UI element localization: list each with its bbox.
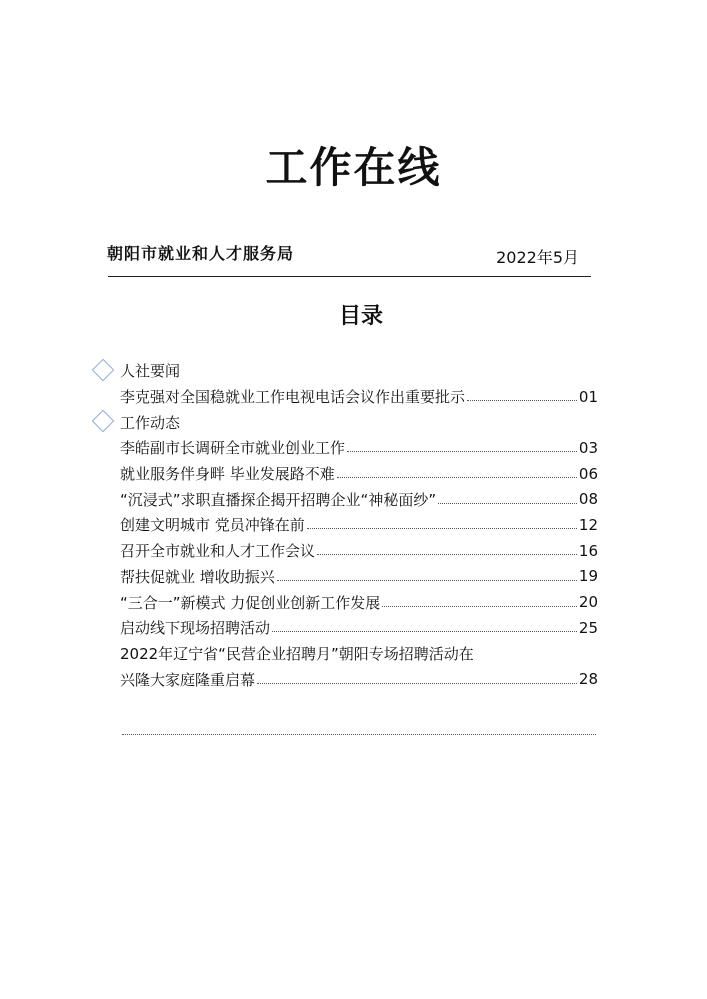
dot-leader: [122, 734, 596, 735]
toc-entry-page: 28: [578, 670, 598, 689]
toc-entry-page: 01: [578, 387, 598, 406]
dot-leader: [307, 528, 577, 529]
table-of-contents: [120, 358, 598, 743]
toc-section-label: 工作动态: [120, 413, 181, 432]
toc-entry[interactable]: [120, 538, 598, 564]
toc-entry-title: 召开全市就业和人才工作会议: [120, 542, 316, 561]
toc-entry-line1[interactable]: [120, 692, 598, 718]
toc-entry[interactable]: [120, 486, 598, 512]
toc-entry[interactable]: [120, 435, 598, 461]
toc-entry-title: 创建文明城市 党员冲锋在前: [120, 516, 305, 535]
toc-entry[interactable]: [120, 512, 598, 538]
dot-leader: [347, 451, 577, 452]
issue-date: 2022年5月: [496, 248, 579, 267]
toc-entry-page: 08: [578, 490, 598, 509]
toc-entry-title-line1: 2022年辽宁省“民营企业招聘月”朝阳专场招聘活动在: [120, 644, 474, 663]
toc-entry-title: 启动线下现场招聘活动: [120, 619, 271, 638]
toc-section-label: 人社要闻: [120, 362, 181, 381]
toc-entry[interactable]: [120, 564, 598, 590]
toc-entry[interactable]: [120, 384, 598, 410]
toc-entry-page: 06: [578, 464, 598, 483]
toc-entry[interactable]: [120, 461, 598, 487]
toc-entry-title: 兴隆大家庭隆重启幕: [120, 670, 256, 689]
document-title: 工作在线: [265, 143, 442, 192]
toc-section: [120, 409, 598, 435]
toc-entry[interactable]: [120, 718, 598, 744]
toc-entry-title: “沉浸式”求职直播探企揭开招聘企业“神秘面纱”: [120, 490, 437, 509]
toc-entry-page: 25: [578, 618, 598, 637]
toc-heading: 目录: [338, 304, 383, 329]
dot-leader: [438, 503, 577, 504]
dot-leader: [382, 606, 577, 607]
toc-entry-title: “三合一”新模式 力促创业创新工作发展: [120, 593, 381, 612]
dot-leader: [337, 477, 577, 478]
diamond-icon: [92, 410, 115, 433]
organization-name: 朝阳市就业和人才服务局: [107, 244, 295, 263]
toc-entry-page: 12: [578, 515, 598, 534]
dot-leader: [277, 580, 577, 581]
diamond-icon: [92, 359, 115, 382]
toc-entry[interactable]: [120, 615, 598, 641]
toc-entry-title: 帮扶促就业 增收助振兴: [120, 567, 275, 586]
toc-entry-title: 李克强对全国稳就业工作电视电话会议作出重要批示: [120, 388, 466, 407]
toc-entry-title: 就业服务伴身畔 毕业发展路不难: [120, 465, 335, 484]
dot-leader: [257, 683, 577, 684]
header-divider: [108, 276, 591, 277]
toc-entry-title: 李皓副市长调研全市就业创业工作: [120, 439, 346, 458]
toc-entry-page: 19: [578, 567, 598, 586]
toc-section: [120, 358, 598, 384]
toc-entry-page: 16: [578, 541, 598, 560]
toc-entry[interactable]: [120, 589, 598, 615]
toc-entry[interactable]: [120, 666, 598, 692]
toc-entry-page: 20: [578, 593, 598, 612]
toc-entry-page: 03: [578, 438, 598, 457]
dot-leader: [467, 400, 577, 401]
dot-leader: [317, 554, 577, 555]
toc-entry-line1[interactable]: [120, 641, 598, 667]
dot-leader: [272, 631, 577, 632]
